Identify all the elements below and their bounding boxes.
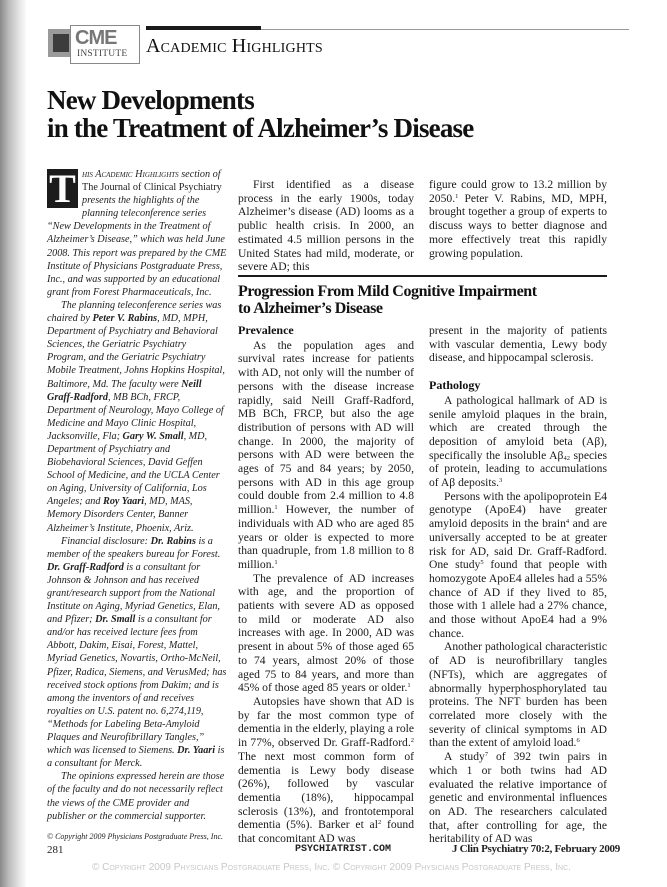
intro-column-left (238, 178, 414, 274)
logo-square-inner (53, 34, 69, 52)
sidebar-disclosure-paragraph: Financial disclosure: Dr. Rabins is a member of the speakers bureau for Forest. Dr. Graff-Radford is a consultant for Johnson & Johnson and has received grant/research support from the National Institute on Aging, Myriad Genetics, Elan, and Pfizer; Dr. Small is a consultant for and/or has received lecture fees from Abbott, Dakim, Eisai, Forest, Mattel, Myriad Genetics, Novartis, Ortho-McNeil, Pfizer, Radica, Siemens, and VerusMed; has received stock options from Dakim; and is among the inventors of and receives royalties on U.S. patent no. 6,274,119, “Methods for Labeling Beta-Amyloid Plaques and Neurofibrillary Tangles,” which was licensed to Siemens. Dr. Yaari is a consultant for Merck. (47, 535, 227, 770)
title-line-1: New Developments (47, 85, 254, 115)
header-rule-thick (146, 26, 261, 30)
section-rule (238, 275, 607, 277)
section-label: Academic Highlights (146, 35, 323, 57)
drop-cap: T (47, 169, 78, 208)
page-spine-shadow (0, 0, 26, 887)
journal-name: The Journal of Clinical Psychiatry (82, 182, 222, 194)
paragraph: As the population ages and survival rates increase for patients with AD, not only will the number of persons with the disease increase rapidly, said Neill Graff-Radford, MB BCh, FRCP, but also the age distribution of persons with AD will change. In 2000, the majority of persons with AD were between the ages of 75 and 84 years; by 2050, persons with AD in this age group could double from 2.4 million to 4.8 million.$^1$ However, the number of individuals with AD who are aged 85 years or older is expected to more than quadruple, from 1.8 million to 8 million.$^1$ (238, 338, 414, 571)
logo-cme-text: CME (75, 27, 117, 49)
body-column-left (238, 324, 414, 846)
paragraph: present in the majority of patients with vascular dementia, Lewy body disease, and hippocampal sclerosis. (429, 324, 607, 365)
paragraph: A pathological hallmark of AD is senile amyloid plaques in the brain, which are created through the deposition of amyloid beta (Aβ), specifically the insoluble $A\beta_{42}$ species of protein, leading to accumulations of Aβ deposits.$^3$ (429, 393, 607, 490)
sidebar-intro-paragraph: T his Academic Highlights section of The Journal of Clinical Psychiatry presents the highlights of the planning teleconference series “New Developments in the Treatment of Alzheimer’s Disease,” which was held June 2008. This report was prepared by the CME Institute of Physicians Postgraduate Press, Inc., and was supported by an educational grant from Forest Pharmaceuticals, Inc. (47, 166, 227, 298)
sidebar-opinions-paragraph: The opinions expressed herein are those of the faculty and do not necessarily reflect the views of the CME provider and publisher or the commercial supporter. (47, 771, 225, 822)
page-number: 281 (47, 844, 64, 856)
body-column-right (429, 324, 607, 846)
reference-marker: 1 (455, 192, 459, 200)
page-footer (0, 836, 667, 886)
paragraph: A study$^7$ of 392 twin pairs in which 1 or both twins had AD evaluated the relative importance of genetic and environmental influences on AD. The researchers calculated that, after controlling for age, the heritability of AD was (429, 750, 607, 846)
section-heading: Progression From Mild Cognitive Impairment to Alzheimer’s Disease (238, 283, 537, 317)
paragraph: Another pathological characteristic of AD is neurofibrillary tangles (NFTs), which are aggregates of abnormally hyperphosphorylated tau proteins. The NFT burden has been correlated more closely with the severity of clinical symptoms in AD than the extent of amyloid load.$^6$ (429, 640, 607, 750)
intro-column-right (429, 178, 607, 260)
website-link[interactable]: PSYCHIATRIST.COM (295, 844, 392, 855)
journal-citation: J Clin Psychiatry 70:2, February 2009 (452, 843, 620, 855)
article-title (47, 86, 617, 142)
paragraph: Persons with the apolipoprotein E4 genotype (ApoE4) have greater amyloid deposits in the brain$^4$ and are universally accepted to be at greater risk for AD, said Dr. Graff-Radford. One study$^5$ found that people with homozygote ApoE4 alleles had a 55% chance of AD if they lived to 85, those with 1 allele had a 27% chance, and those without ApoE4 had a 9% chance. (429, 489, 607, 640)
title-line-2: in the Treatment of Alzheimer’s Disease (47, 113, 474, 143)
sidebar-copyright: © Copyright 2009 Physicians Postgraduate Press, Inc. (47, 831, 223, 841)
intro-paragraph-left: First identified as a disease process in the early 1900s, today Alzheimer’s disease (AD) looms as a public health crisis. In 2000, an estimated 4.5 million persons in the United States had mild, moderate, or severe AD; this (238, 178, 414, 274)
cme-institute-logo (48, 25, 140, 63)
paragraph: Autopsies have shown that AD is by far the most common type of dementia in the elderly, playing a role in 77%, observed Dr. Graff-Radford.$^2$ The next most common form of dementia is Lewy body disease (26%), followed by vascular dementia (18%), hippocampal sclerosis (13%), and frontotemporal dementia (5%). Barker et $al^2$ found that concomitant AD was (238, 694, 415, 846)
copyright-watermark: © Copyright 2009 Physicians Postgraduate Press, Inc. © Copyright 2009 Physicians Postgraduate Press, Inc. (92, 862, 571, 873)
logo-institute-text: INSTITUTE (77, 49, 128, 59)
sidebar-intro (47, 168, 227, 842)
intro-paragraph-right: figure could grow to 13.2 million by 2050.$^1$ Peter V. Rabins, MD, MPH, brought together a group of experts to discuss ways to better diagnose and more effectively treat this rapidly growing population. (429, 178, 607, 260)
subheading-prevalence: Prevalence (238, 323, 294, 337)
subheading-pathology: Pathology (429, 378, 481, 393)
header-rule-thin (261, 29, 629, 30)
paragraph: The prevalence of AD increases with age, and the proportion of patients with severe AD as opposed to mild or moderate AD also increases with age. In 2000, AD was present in about 5% of those aged 65 to 74 years, almost 20% of those aged 75 to 84 years, and more than 45% of those aged 85 years or older.$^1$ (238, 571, 414, 695)
sidebar-faculty-paragraph: The planning teleconference series was chaired by Peter V. Rabins, MD, MPH, Department of Psychiatry and Behavioral Sciences, the Geriatric Psychiatry Program, and the Geriatric Psychiatry Mobile Treatment, Johns Hopkins Hospital, Baltimore, Md. The faculty were Neill Graff-Radford, MB BCh, FRCP, Department of Neurology, Mayo College of Medicine and Mayo Clinic Hospital, Jacksonville, Fla; Gary W. Small, MD, Department of Psychiatry and Biobehavioral Sciences, David Geffen School of Medicine, and the UCLA Center on Aging, University of California, Los Angeles; and Roy Yaari, MD, MAS, Memory Disorders Center, Banner Alzheimer’s Institute, Phoenix, Ariz. (47, 299, 225, 534)
